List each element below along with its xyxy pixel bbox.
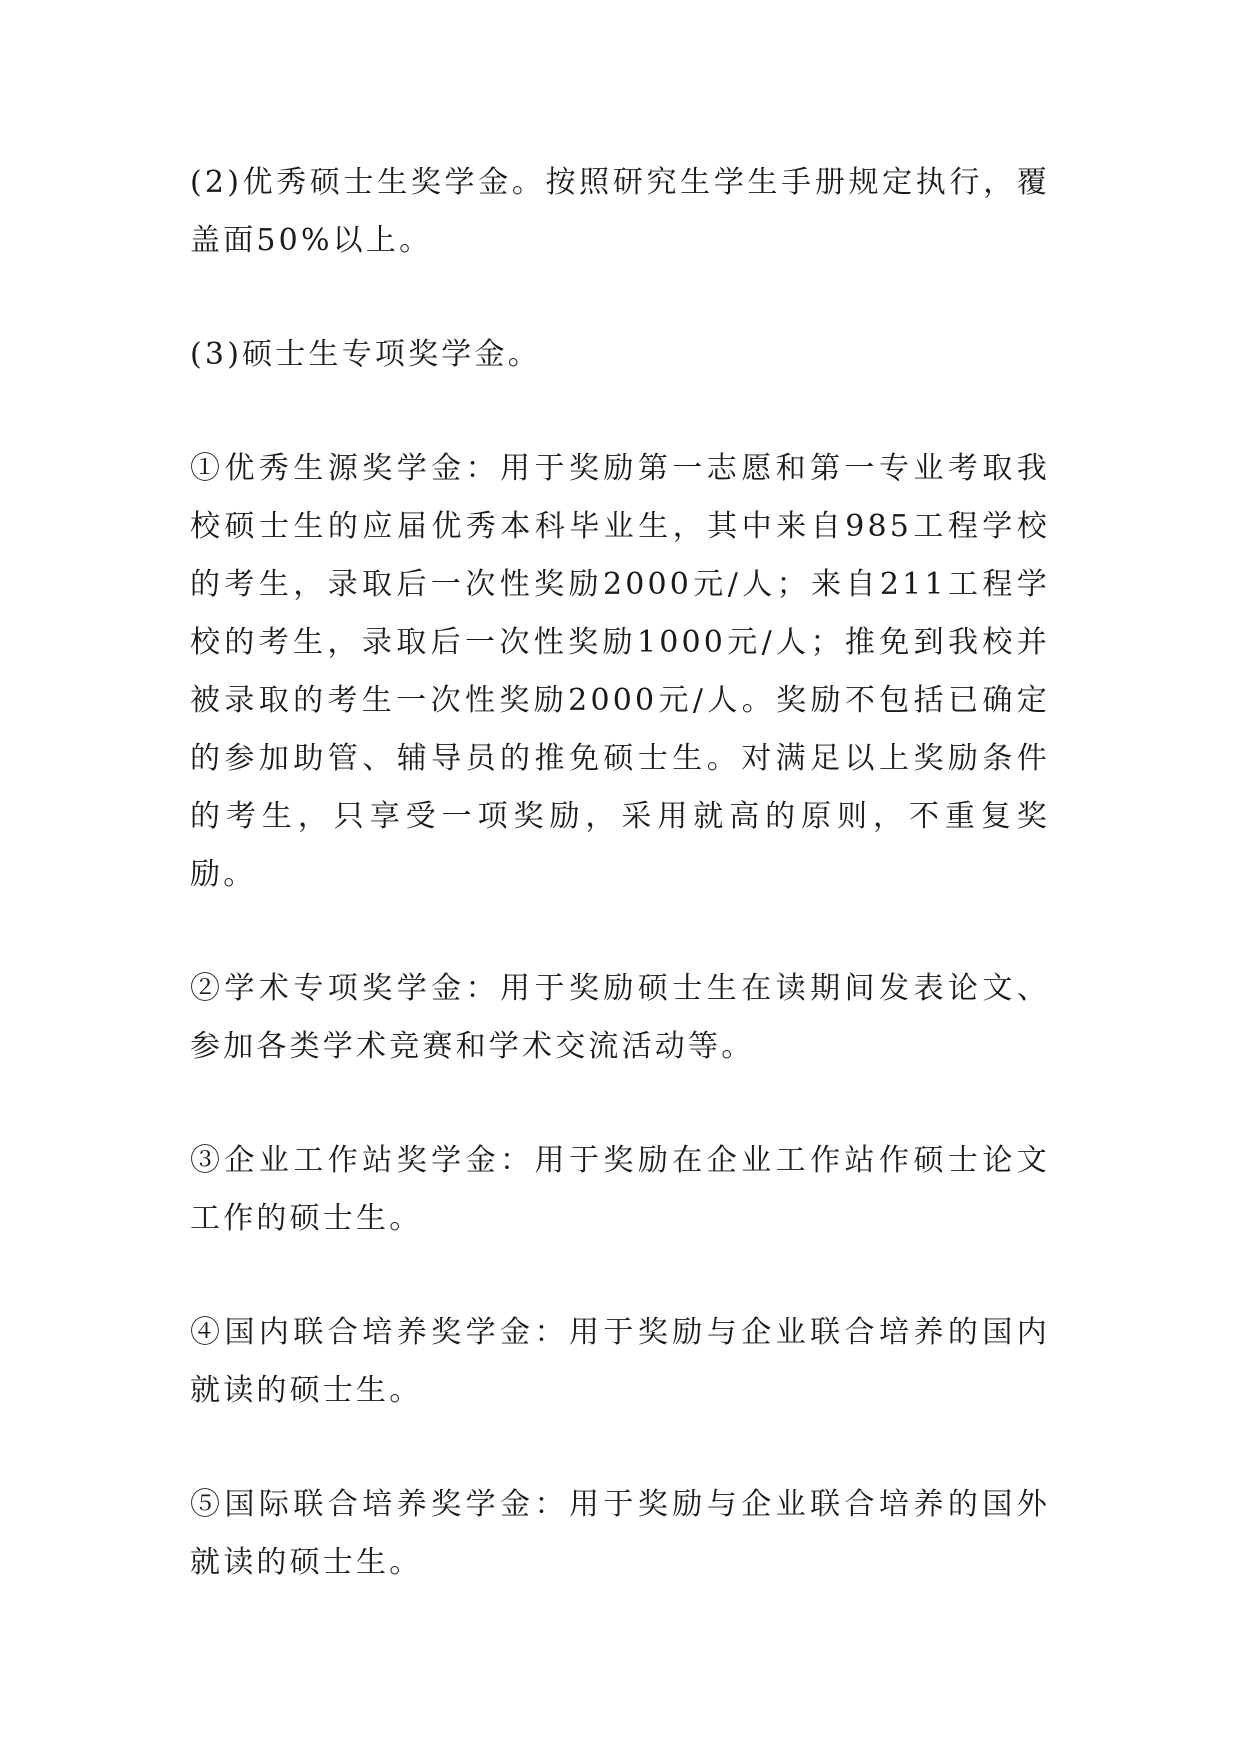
document-body: [190, 154, 1050, 1648]
paragraph-academic-scholarship: ②学术专项奖学金：用于奖励硕士生在读期间发表论文、参加各类学术竞赛和学术交流活动等。: [190, 971, 1050, 1064]
paragraph-domestic-joint-training-scholarship: ④国内联合培养奖学金：用于奖励与企业联合培养的国内就读的硕士生。: [190, 1315, 1050, 1408]
paragraph-international-joint-training-scholarship: ⑤国际联合培养奖学金：用于奖励与企业联合培养的国外就读的硕士生。: [190, 1487, 1050, 1580]
paragraph-student-source-scholarship: ①优秀生源奖学金：用于奖励第一志愿和第一专业考取我校硕士生的应届优秀本科毕业生，其中来自985工程学校的考生，录取后一次性奖励2000元/人；来自211工程学校的考生，录取后一次性奖励1000元/人；推免到我校并被录取的考生一次性奖励2000元/人。奖励不包括已确定的参加助管、辅导员的推免硕士生。对满足以上奖励条件的考生，只享受一项奖励，采用就高的原则，不重复奖励。: [190, 451, 1050, 892]
paragraph-special-scholarship-heading: (3)硕士生专项奖学金。: [190, 337, 541, 372]
paragraph-enterprise-workstation-scholarship: ③企业工作站奖学金：用于奖励在企业工作站作硕士论文工作的硕士生。: [190, 1143, 1050, 1236]
paragraph-excellent-master-scholarship: (2)优秀硕士生奖学金。按照研究生学生手册规定执行，覆盖面50%以上。: [190, 165, 1050, 258]
